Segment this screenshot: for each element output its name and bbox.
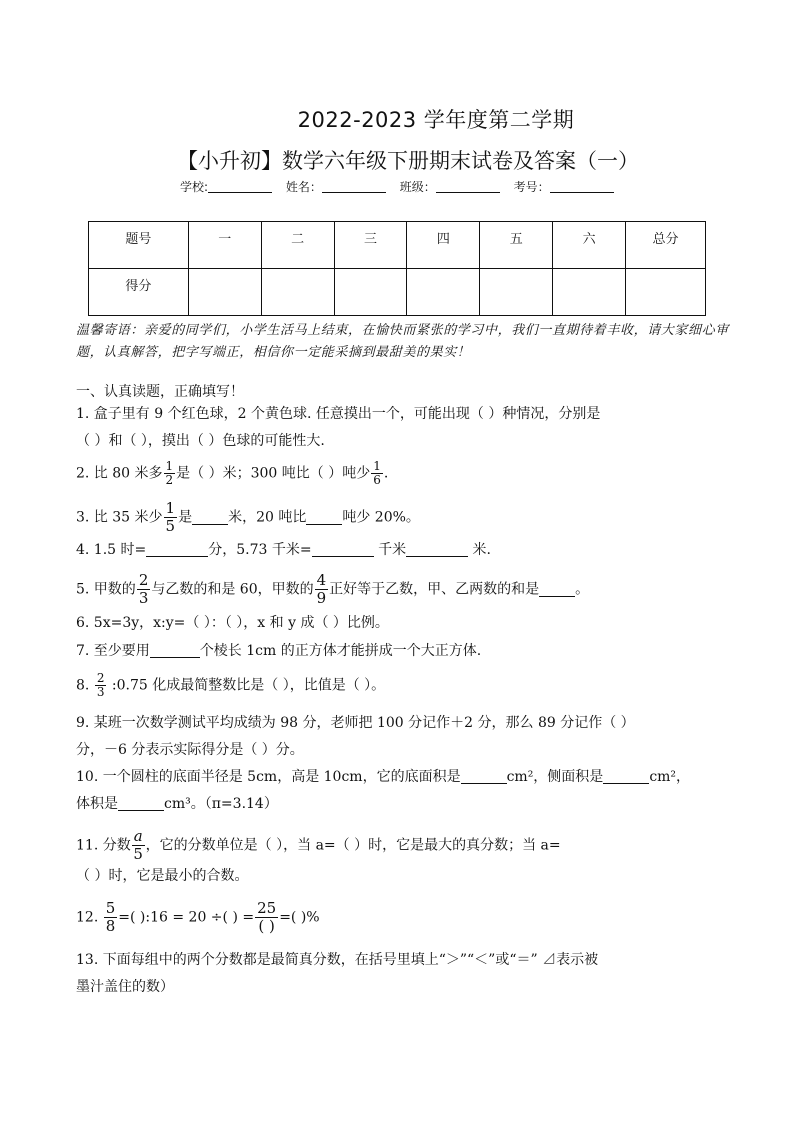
question-5-text: 。	[575, 581, 590, 598]
question-10-line-1	[76, 767, 690, 787]
score-table-header-row	[89, 222, 706, 269]
question-4-text: 千米	[373, 542, 407, 558]
fraction-denominator: ( )	[258, 917, 275, 935]
score-header-cell: 总分	[626, 222, 706, 269]
fraction	[132, 828, 145, 863]
question-3	[76, 500, 420, 535]
question-2-text: 2. 比 80 米多	[76, 465, 163, 482]
question-5-text: 5. 甲数的	[76, 581, 136, 598]
school-label: 学校:	[180, 180, 209, 194]
score-header-cell: 五	[480, 222, 553, 269]
fraction-numerator: 2	[96, 671, 105, 685]
question-10-text: 10. 一个圆柱的底面半径是 5cm，高是 10cm，它的底面积是	[76, 769, 461, 785]
score-cell[interactable]	[480, 269, 553, 316]
fraction	[255, 900, 278, 935]
answer-blank[interactable]	[150, 643, 200, 658]
answer-blank[interactable]	[306, 510, 342, 525]
question-3-text: 3. 比 35 米少	[76, 509, 163, 526]
name-label: 姓名：	[285, 180, 322, 194]
question-12	[76, 900, 320, 935]
fraction	[164, 500, 178, 535]
score-cell[interactable]	[407, 269, 480, 316]
answer-blank[interactable]	[406, 542, 468, 557]
fraction-numerator: 2	[138, 571, 149, 589]
question-8-text: 8.	[76, 677, 94, 694]
question-11-line-1	[76, 828, 561, 863]
fraction-denominator: 3	[138, 589, 149, 607]
question-6: 6. 5x=3y，x:y=（ ）：（ ），x 和 y 成（ ）比例。	[76, 615, 389, 631]
question-5-text: 与乙数的和是 60，甲数的	[151, 581, 314, 598]
answer-blank[interactable]	[192, 510, 228, 525]
question-1-line-2: （ ）和（ ），摸出（ ）色球的可能性大.	[76, 433, 325, 449]
question-10-text: cm²，侧面积是	[506, 769, 604, 785]
fraction-denominator: 6	[373, 473, 381, 487]
score-cell[interactable]	[626, 269, 706, 316]
fraction-numerator: 5	[105, 899, 116, 917]
fraction	[137, 572, 151, 607]
score-cell[interactable]	[334, 269, 407, 316]
score-header-cell: 四	[407, 222, 480, 269]
fraction-numerator: a	[133, 827, 143, 845]
score-header-cell: 题号	[89, 222, 189, 269]
fraction	[95, 672, 107, 699]
question-2	[76, 460, 388, 487]
question-2-text: 是（ ）米；300 吨比（ ）吨少	[176, 465, 371, 482]
question-10-line-2	[76, 794, 278, 814]
question-7-text: 7. 至少要用	[76, 643, 150, 659]
question-7-text: 个棱长 1cm 的正方体才能拼成一个大正方体.	[199, 643, 482, 659]
fraction	[371, 460, 383, 487]
question-5-text: 正好等于乙数，甲、乙两数的和是	[329, 581, 540, 598]
question-4-text: 4. 1.5 时=	[76, 542, 147, 558]
fraction	[104, 900, 118, 935]
fraction-denominator: 5	[133, 845, 143, 863]
question-10-text: cm²，	[649, 769, 691, 785]
fraction-denominator: 5	[165, 517, 176, 535]
fraction-denominator: 9	[316, 589, 327, 607]
question-8	[76, 672, 385, 699]
fraction-numerator: 4	[316, 571, 327, 589]
score-header-cell: 一	[188, 222, 261, 269]
score-table-score-row	[89, 269, 706, 316]
score-cell[interactable]	[553, 269, 626, 316]
exam-no-label: 考号：	[513, 180, 550, 194]
name-blank[interactable]	[322, 180, 386, 193]
answer-blank[interactable]	[539, 582, 575, 597]
school-blank[interactable]	[208, 180, 272, 193]
fraction-numerator: 1	[165, 499, 176, 517]
fraction-denominator: 8	[105, 917, 116, 935]
answer-blank[interactable]	[118, 796, 164, 811]
question-10-text: 体积是	[76, 796, 118, 812]
fraction-denominator: 3	[96, 685, 105, 699]
section-heading: 一、认真读题，正确填写！	[76, 384, 244, 400]
question-1-line-1: 1. 盒子里有 9 个红色球，2 个黄色球. 任意摸出一个，可能出现（ ）种情况，分别是	[76, 406, 601, 422]
class-label: 班级：	[399, 180, 436, 194]
question-3-text: 米，20 吨比	[228, 509, 307, 526]
question-11-text: ，它的分数单位是（ ），当 a=（ ）时，它是最大的真分数；当 a=	[145, 837, 561, 854]
fraction-denominator: 2	[165, 473, 174, 487]
fraction	[164, 460, 176, 487]
question-2-text: .	[383, 465, 389, 482]
question-12-text: =( )%	[279, 909, 320, 926]
question-9-line-2: 分，－6 分表示实际得分是（ ）分。	[76, 742, 304, 758]
fraction	[315, 572, 329, 607]
question-11-line-2: （ ）时，它是最小的合数。	[76, 868, 249, 884]
answer-blank[interactable]	[146, 542, 208, 557]
question-4	[76, 540, 491, 560]
question-10-text: cm³。（π=3.14）	[164, 796, 278, 812]
question-13-line-1: 13. 下面每组中的两个分数都是最简真分数，在括号里填上“＞”“＜”或“＝” ⊿表示被	[76, 952, 599, 968]
answer-blank[interactable]	[461, 769, 507, 784]
question-9-line-1: 9. 某班一次数学测试平均成绩为 98 分，老师把 100 分记作＋2 分，那么 89 分记作（ ）	[76, 715, 635, 731]
score-table	[88, 221, 706, 316]
question-12-text: 12.	[76, 909, 103, 926]
fraction-numerator: 25	[257, 899, 277, 917]
question-3-text: 吨少 20%。	[342, 509, 420, 526]
score-header-cell: 二	[261, 222, 334, 269]
question-12-text: =( ):16 = 20 ÷( ) =	[118, 909, 255, 926]
question-4-text: 分，5.73 千米=	[208, 542, 312, 558]
fraction-numerator: 1	[165, 459, 174, 473]
question-3-text: 是	[178, 509, 193, 526]
answer-blank[interactable]	[603, 769, 649, 784]
question-8-text: :0.75 化成最简整数比是（ ），比值是（ ）。	[107, 677, 386, 694]
class-blank[interactable]	[436, 180, 500, 193]
student-info-line	[180, 178, 624, 195]
fraction-numerator: 1	[373, 459, 381, 473]
exam-title: 【小升初】数学六年级下册期末试卷及答案（一）	[177, 149, 639, 173]
answer-blank[interactable]	[312, 542, 374, 557]
score-cell[interactable]	[188, 269, 261, 316]
question-13-line-2: 墨汁盖住的数）	[76, 979, 174, 995]
score-header-cell: 六	[553, 222, 626, 269]
question-5	[76, 572, 589, 607]
question-4-text: 米.	[468, 542, 491, 558]
exam-title-year: 2022-2023 学年度第二学期	[297, 108, 575, 132]
question-11-text: 11. 分数	[76, 837, 131, 854]
question-7	[76, 641, 481, 661]
warm-message: 温馨寄语：亲爱的同学们，小学生活马上结束，在愉快而紧张的学习中，我们一直期待着丰收，请大家细心审题，认真解答，把字写端正，相信你一定能采摘到最甜美的果实！	[76, 323, 729, 360]
score-row-label: 得分	[89, 269, 189, 316]
score-header-cell: 三	[334, 222, 407, 269]
score-cell[interactable]	[261, 269, 334, 316]
exam-no-blank[interactable]	[550, 180, 614, 193]
